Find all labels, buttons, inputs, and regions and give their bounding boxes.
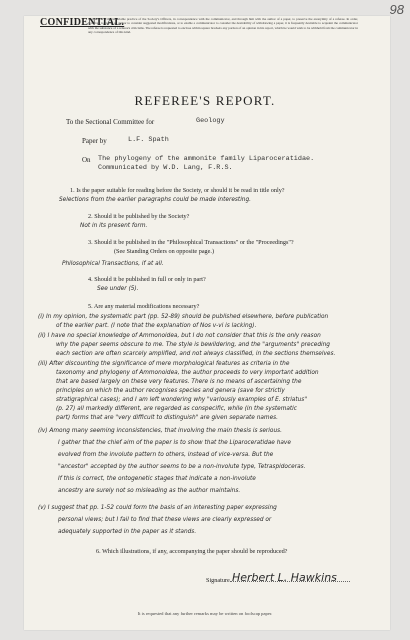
remark-line: that are based largely on these very features. There is no means of ascertaining the xyxy=(56,379,302,385)
answer-1: Selections from the earlier paragraphs could be made interesting. xyxy=(59,197,251,203)
remark-line: (ii) I have no special knowledge of Ammonoidea, but I do not consider that this is the only reason xyxy=(38,333,321,339)
committee-value: Geology xyxy=(196,117,225,125)
remark-line: part) forms that are "very difficult to distinguish" are given separate names. xyxy=(56,415,279,421)
on-label: On xyxy=(82,156,91,164)
paper-title-line2: Communicated by W.D. Lang, F.R.S. xyxy=(98,164,233,172)
paper-by-value: L.F. Spath xyxy=(128,136,169,144)
answer-2: Not in its present form. xyxy=(80,223,148,229)
remark-line: (iii) After discounting the significance of mere morphological features as criteria in the xyxy=(38,361,290,367)
question-5: 5. Are any material modifications necessary? xyxy=(88,303,200,310)
paper-by-label: Paper by xyxy=(82,137,107,145)
confidential-heading: CONFIDENTIAL. xyxy=(40,17,125,28)
question-1: 1. Is the paper suitable for reading before the Society, or should it be read in title only? xyxy=(70,187,285,194)
remark-line: "ancestor" accepted by the author seems to be a non-involute type, Tetraspidoceras. xyxy=(58,464,306,470)
remark-line: personal views; but I fail to find that these views are clearly expressed or xyxy=(58,517,272,523)
remark-line: If this is correct, the ontogenetic stages that indicate a non-involute xyxy=(58,476,256,482)
paper-title-line1: The phylogeny of the ammonite family Liparoceratidae. xyxy=(98,155,315,163)
remark-line: adequately supported in the paper as it stands. xyxy=(58,529,197,535)
answer-3: Philosophical Transactions, if at all. xyxy=(62,261,164,267)
confidentiality-notice: Notice.—It is the invariable practice of the Society's Officers, in correspondence with the communicator, and through him with the author of a paper, to preserve the anonymity of a referee. In order, however, to enable an author to consider suggested modifications, or to enable a communicator to consider the desirability of withdrawing a paper, it is frequently desirable to acquaint the communicator with the substance of a referee's criticisms. The referee is requested to enclose within square brackets any portion of an opinion in his report, which he would wish to be withheld from the communicator in any correspondence of this kind. xyxy=(88,17,358,35)
remark-line: (v) I suggest that pp. 1-52 could form the basis of an interesting paper expressing xyxy=(38,505,277,511)
remark-line: of the earlier part. (I note that the explanation of Nos v-vi is lacking). xyxy=(56,323,257,329)
remark-line: (p. 27) all markedly different, are regarded as conspecific, while (in the systematic xyxy=(56,406,297,412)
question-4: 4. Should it be published in full or only in part? xyxy=(88,276,206,283)
signature-value: Herbert L. Hawkins xyxy=(232,571,337,584)
footer-note: It is requested that any further remarks may be written on foolscap paper. xyxy=(137,611,273,616)
question-2: 2. Should it be published by the Society? xyxy=(88,213,190,220)
remark-line: why the paper seems obscure to me. The style is bewildering, and the "arguments" preceding xyxy=(56,342,330,348)
remark-line: ancestry are surely not so misleading as the author maintains. xyxy=(58,488,241,494)
answer-4: See under (5). xyxy=(97,286,139,292)
remark-line: I gather that the chief aim of the paper is to show that the Liparoceratidae have xyxy=(58,440,291,446)
remark-line: principles on which the author recognises species and genera (save for strictly xyxy=(56,388,285,394)
report-title: REFEREE'S REPORT. xyxy=(134,93,276,108)
committee-label: To the Sectional Committee for xyxy=(66,118,155,126)
signature-label: Signature xyxy=(206,577,230,584)
question-3-note: (See Standing Orders on opposite page.) xyxy=(114,248,215,255)
question-3: 3. Should it be published in the "Philosophical Transactions" or the "Proceedings"? xyxy=(88,239,294,246)
remark-line: stratigraphical cases); and I am left wondering why "variously examples of E. striatus" xyxy=(56,397,307,403)
folio-number: 98 xyxy=(389,2,404,17)
remark-line: each section are often scarcely amplified, and not always classified, in the sections themselves. xyxy=(56,351,336,357)
remark-line: (iv) Among many seeming inconsistencies, that involving the main thesis is serious. xyxy=(38,428,282,434)
remark-line: (i) In my opinion, the systematic part (pp. 52-89) should be published elsewhere, before publication xyxy=(38,314,329,320)
question-6: 6. Which illustrations, if any, accompanying the paper should be reproduced? xyxy=(96,548,288,555)
remark-line: taxonomy and phylogeny of Ammonoidea, the author proceeds to very important addition xyxy=(56,370,319,376)
remark-line: evolved from the involute pattern to others, instead of vice-versa. But the xyxy=(58,452,274,458)
